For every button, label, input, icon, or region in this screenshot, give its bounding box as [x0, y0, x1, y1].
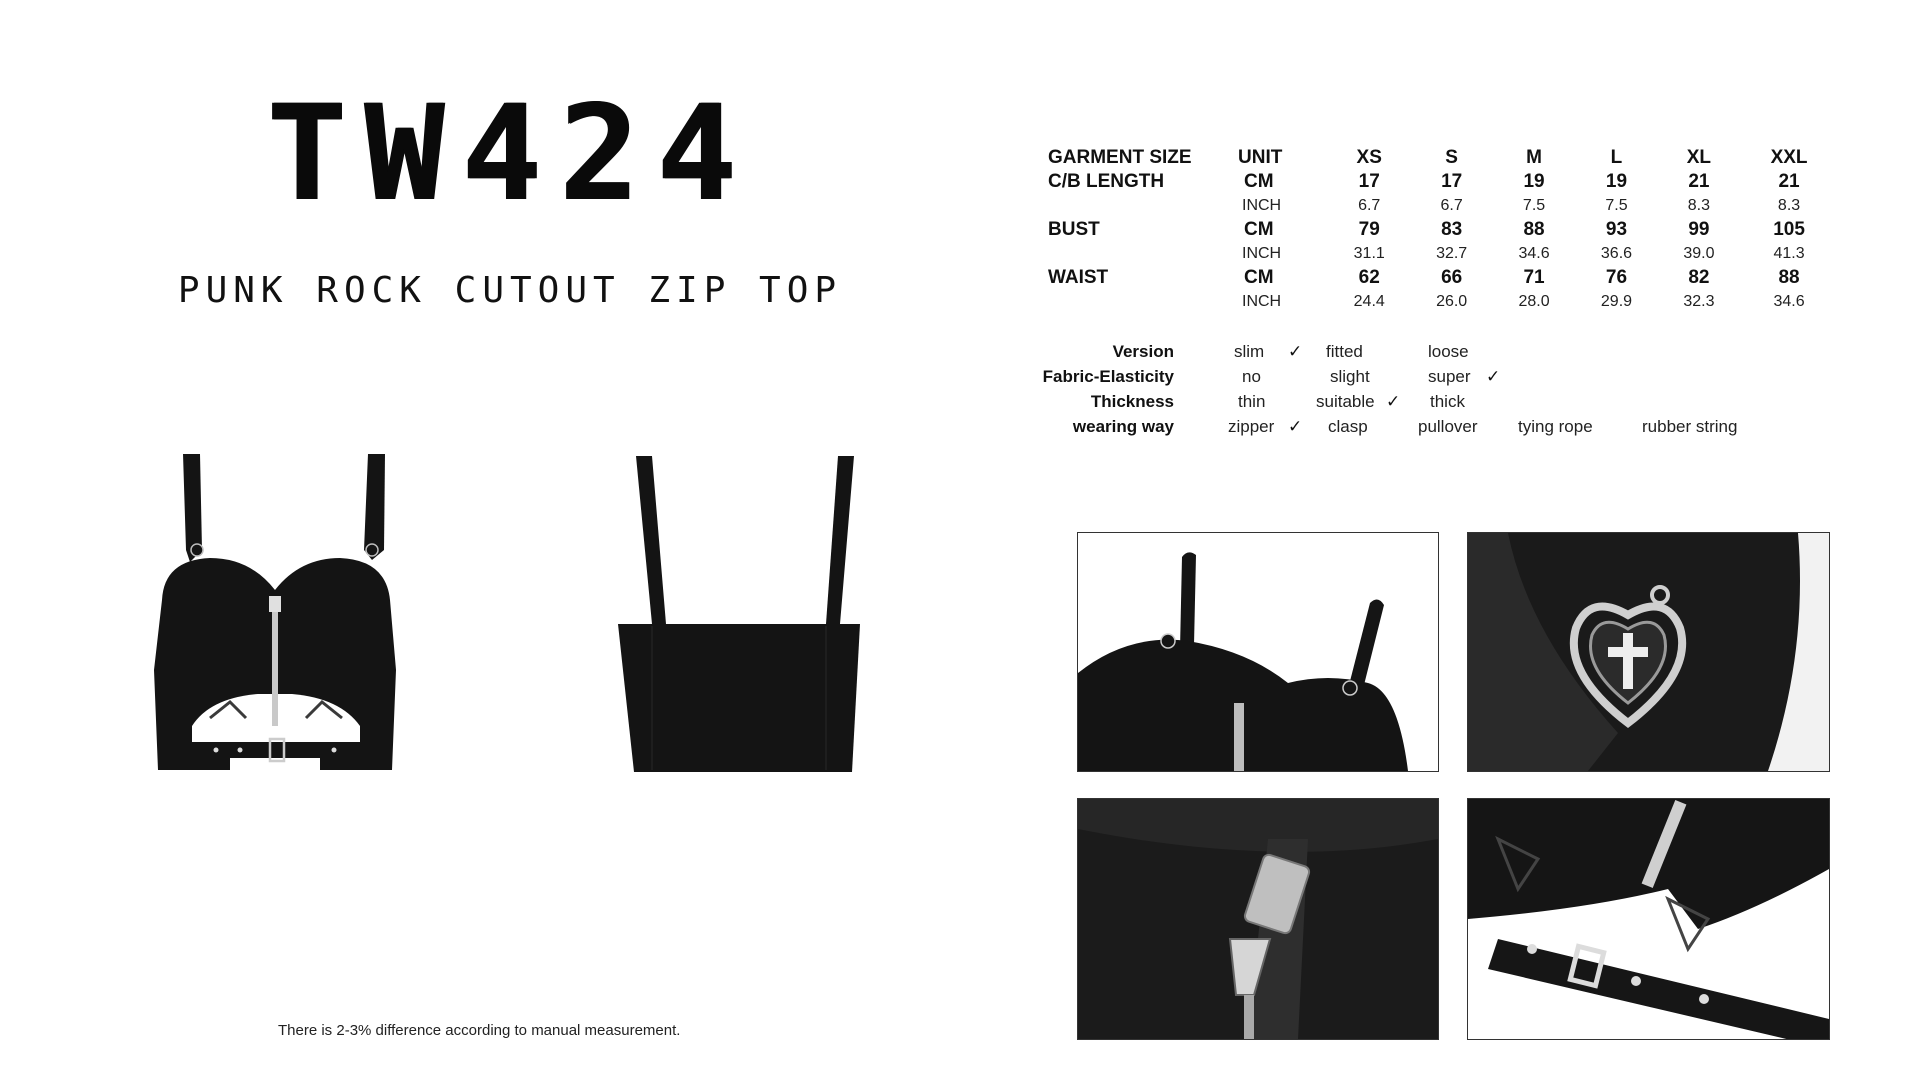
table-cell: 34.6: [1518, 245, 1550, 262]
attr-label: Fabric-Elasticity: [1042, 367, 1174, 386]
attr-option: tying rope: [1518, 417, 1593, 436]
attr-option: loose: [1428, 342, 1469, 361]
row-label-cb-length: C/B LENGTH: [1048, 171, 1165, 192]
heart-cross-charm-icon: [1343, 681, 1357, 695]
product-name: PUNK ROCK CUTOUT ZIP TOP: [177, 270, 843, 311]
table-cell: 21: [1778, 171, 1800, 192]
attr-label: wearing way: [1072, 417, 1174, 436]
table-row: [1048, 290, 1838, 314]
table-cell: 71: [1523, 267, 1545, 288]
garment-attributes: [1042, 342, 1808, 442]
table-row: [1048, 170, 1838, 194]
table-cell: 21: [1688, 171, 1710, 192]
header-unit: UNIT: [1238, 147, 1283, 168]
unit-inch: INCH: [1242, 245, 1282, 262]
table-cell: 32.3: [1683, 293, 1715, 310]
attr-option: super: [1428, 367, 1471, 386]
attr-label: Thickness: [1090, 392, 1174, 411]
header-size-l: L: [1610, 147, 1623, 168]
attr-option: thick: [1430, 392, 1465, 411]
table-cell: 19: [1605, 171, 1628, 192]
table-cell: 26.0: [1436, 293, 1468, 310]
table-cell: 29.9: [1600, 293, 1633, 310]
back-body: [618, 624, 860, 772]
heart-cross-charm-icon: [1161, 634, 1175, 648]
attr-label: Version: [1112, 342, 1174, 361]
table-cell: 6.7: [1358, 197, 1381, 214]
unit-inch: INCH: [1242, 293, 1282, 310]
unit-cm: CM: [1244, 219, 1274, 240]
row-label-bust: BUST: [1048, 219, 1100, 240]
table-cell: 24.4: [1353, 293, 1385, 310]
size-table-header-row: [1048, 146, 1838, 170]
size-table: [1048, 146, 1838, 314]
zipper-icon: [272, 596, 278, 726]
attr-row-wearing-way: [1048, 417, 1808, 442]
table-cell: 32.7: [1436, 245, 1468, 262]
heart-cross-charm-icon: [191, 544, 203, 556]
table-cell: 31.1: [1353, 245, 1385, 262]
attr-option: suitable: [1316, 392, 1375, 411]
table-cell: 7.5: [1605, 197, 1628, 214]
unit-cm: CM: [1244, 171, 1274, 192]
table-cell: 8.3: [1687, 197, 1711, 214]
table-cell: 7.5: [1522, 197, 1546, 214]
table-cell: 28.0: [1518, 293, 1550, 310]
table-cell: 8.3: [1777, 197, 1801, 214]
table-cell: 83: [1441, 219, 1463, 240]
unit-cm: CM: [1244, 267, 1274, 288]
detail-photo-neckline: [1077, 532, 1439, 772]
header-size-xs: XS: [1356, 147, 1382, 168]
attr-row-version: [1048, 342, 1808, 367]
attr-row-fabric-elasticity: [1042, 367, 1808, 392]
detail-photo-zipper: [1077, 798, 1439, 1040]
back-left-strap: [636, 456, 666, 624]
table-cell: 6.7: [1440, 197, 1463, 214]
measurement-note: There is 2-3% difference according to manual measurement.: [278, 1022, 681, 1039]
row-label-waist: WAIST: [1048, 267, 1109, 288]
table-row: [1048, 194, 1838, 218]
attr-option: pullover: [1418, 417, 1478, 436]
table-row: [1048, 242, 1838, 266]
table-cell: 41.3: [1773, 245, 1805, 262]
table-cell: 99: [1688, 219, 1710, 240]
check-icon: ✓: [1288, 417, 1303, 436]
heart-cross-charm-icon: [366, 544, 378, 556]
table-cell: 39.0: [1683, 245, 1715, 262]
attr-option: zipper: [1228, 417, 1275, 436]
table-row: [1048, 266, 1838, 290]
table-cell: 105: [1773, 219, 1805, 240]
header-size-xxl: XXL: [1770, 147, 1808, 168]
attr-option: slight: [1330, 367, 1370, 386]
table-cell: 34.6: [1773, 293, 1805, 310]
header-garment-size: GARMENT SIZE: [1048, 147, 1192, 168]
table-cell: 88: [1523, 219, 1545, 240]
table-cell: 19: [1523, 171, 1545, 192]
attr-option: fitted: [1326, 342, 1363, 361]
attr-option: rubber string: [1642, 417, 1738, 436]
attr-row-thickness: [1048, 392, 1808, 417]
table-cell: 62: [1358, 267, 1380, 288]
check-icon: ✓: [1486, 367, 1501, 386]
detail-photo-charm: [1467, 532, 1830, 772]
table-cell: 79: [1358, 219, 1380, 240]
check-icon: ✓: [1288, 342, 1303, 361]
unit-inch: INCH: [1242, 197, 1282, 214]
table-cell: 88: [1778, 267, 1800, 288]
table-row: [1048, 218, 1838, 242]
header-size-xl: XL: [1686, 147, 1712, 168]
back-right-strap: [826, 456, 854, 624]
table-cell: 82: [1688, 267, 1710, 288]
zipper-icon: [1234, 703, 1244, 771]
table-cell: 93: [1605, 219, 1628, 240]
check-icon: ✓: [1386, 392, 1401, 411]
table-cell: 36.6: [1600, 245, 1633, 262]
header-size-s: S: [1445, 147, 1458, 168]
attr-option: clasp: [1328, 417, 1368, 436]
table-cell: 76: [1605, 267, 1628, 288]
header-size-m: M: [1526, 147, 1542, 168]
model-code: TW424: [266, 77, 754, 231]
table-cell: 17: [1441, 171, 1463, 192]
attr-option: no: [1242, 367, 1261, 386]
attr-option: slim: [1234, 342, 1265, 361]
table-cell: 66: [1441, 267, 1463, 288]
attr-option: thin: [1238, 392, 1266, 411]
table-cell: 17: [1358, 171, 1380, 192]
garment-back-view: [612, 454, 862, 784]
garment-front-view: [150, 450, 400, 780]
detail-photo-buckle: [1467, 798, 1830, 1040]
